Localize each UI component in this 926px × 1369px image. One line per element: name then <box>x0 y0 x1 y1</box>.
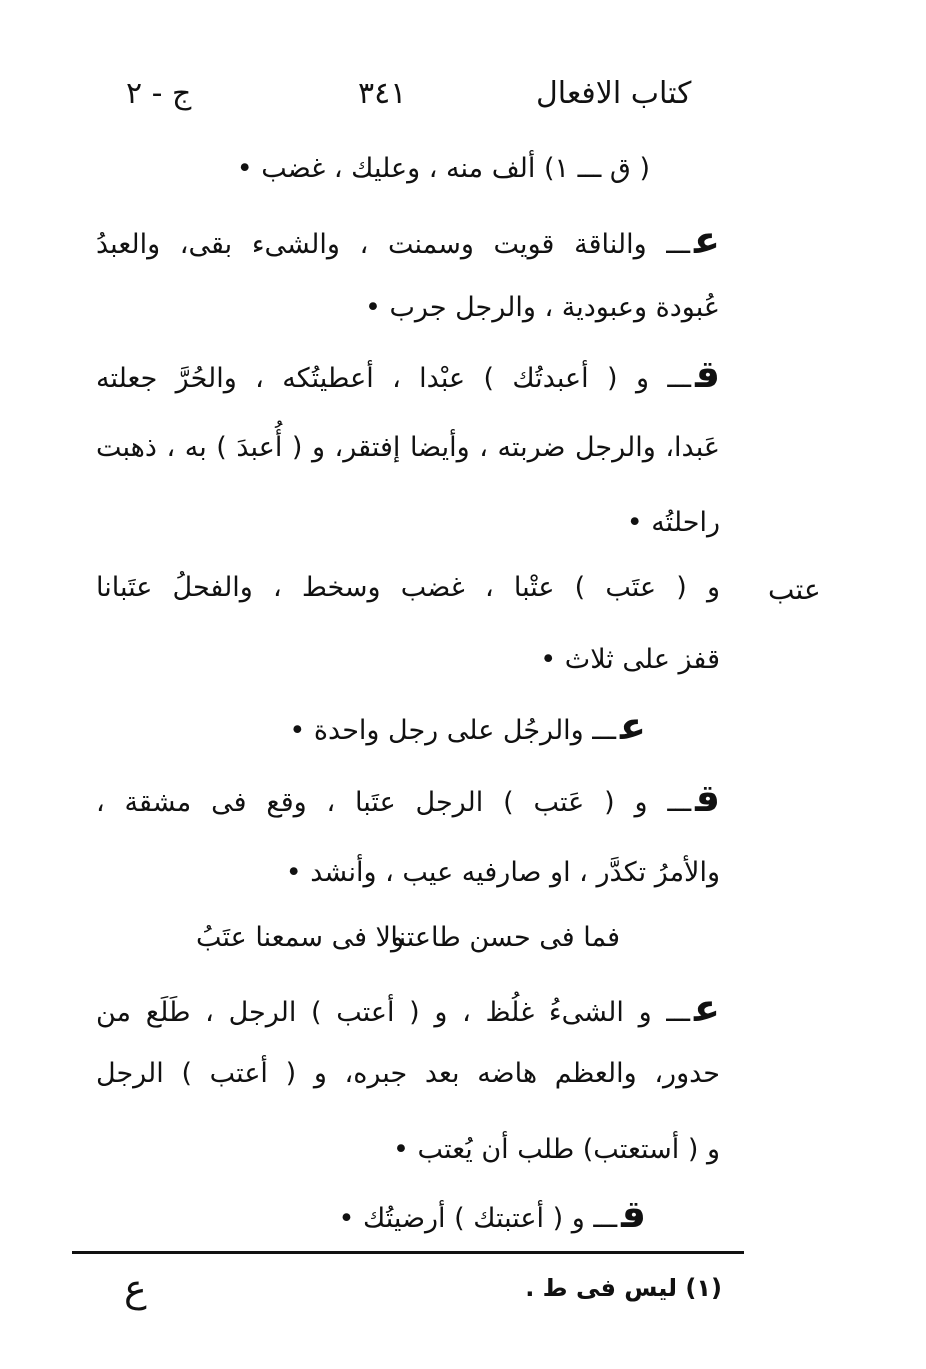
text-line <box>96 570 720 606</box>
text-line <box>96 1056 720 1092</box>
volume-label: ج - ٢ <box>126 76 192 111</box>
text-line <box>338 1192 646 1237</box>
entry-marker: ع <box>694 218 720 262</box>
line-text: ـــ و ( أعبدتُك ) عبْدا ، أعطيتُكه ، والحُرَّ جعلته <box>96 363 692 394</box>
line-text: ـــ والناقة قويت وسمنت ، والشىء بقى، والعبدُ <box>96 229 691 260</box>
catchword: ع <box>124 1266 147 1310</box>
text-line <box>96 986 720 1031</box>
text-line <box>540 642 720 678</box>
book-title: كتاب الافعال <box>536 76 692 111</box>
footnote-rule <box>72 1251 744 1254</box>
line-text: ـــ و ( عَتب ) الرجل عتَبا ، وقع فى مشقة ، <box>96 787 692 818</box>
entry-marker: ق <box>621 1192 646 1236</box>
entry-marker: ق <box>695 776 720 820</box>
text-line <box>286 855 720 891</box>
margin-root-word: عتب <box>768 573 821 606</box>
text-line <box>96 776 720 821</box>
line-text: ـــ و الشىءُ غلُظ ، و ( أعتب ) الرجل ، طَلَع من <box>96 997 691 1028</box>
line-text: و ( أستعتب) طلب أن يُعتب • <box>393 1134 720 1165</box>
text-line <box>96 218 720 263</box>
line-text: والأمرُ تكدَّر ، او صارفيه عيب ، وأنشد • <box>285 857 720 888</box>
line-text: ـــ والرجُل على رجل واحدة • <box>289 715 617 746</box>
text-line <box>289 704 646 749</box>
text-line <box>96 352 720 397</box>
text-line <box>393 1132 720 1168</box>
line-text: ـــ و ( أعتبتك ) أرضيتُك • <box>338 1203 618 1234</box>
line-text: قفز على ثلاث • <box>540 644 720 675</box>
line-text: راحلتُه • <box>626 507 720 538</box>
text-line <box>365 290 720 326</box>
text-line <box>237 151 650 187</box>
line-text: و ( عتَب ) عتْبا ، غضب وسخط ، والفحلُ عتَبانا <box>96 572 720 603</box>
verse-hemistich-2: ولا فى سمعنا عتَبُ <box>196 922 404 953</box>
text-line <box>96 430 720 466</box>
text-line <box>627 505 720 541</box>
entry-marker: ع <box>694 986 720 1030</box>
line-text: عَبدا، والرجل ضربته ، وأيضا إفتقر، و ( أُعبدَ ) به ، ذهبت <box>96 432 720 463</box>
entry-marker: ع <box>620 704 646 748</box>
line-text: ( ق ـــ ١) ألف منه ، وعليك ، غضب • <box>236 153 650 184</box>
footnote: (١) ليس فى ط . <box>525 1274 722 1302</box>
line-text: حدور، والعظم هاضه بعد جبره، و ( أعتب ) الرجل <box>96 1058 720 1089</box>
line-text: عُبودة وعبودية ، والرجل جرب • <box>365 292 720 323</box>
page-number: ٣٤١ <box>358 76 407 111</box>
verse-hemistich-1: فما فى حسن طاعتنا <box>390 922 620 953</box>
entry-marker: ق <box>695 352 720 396</box>
